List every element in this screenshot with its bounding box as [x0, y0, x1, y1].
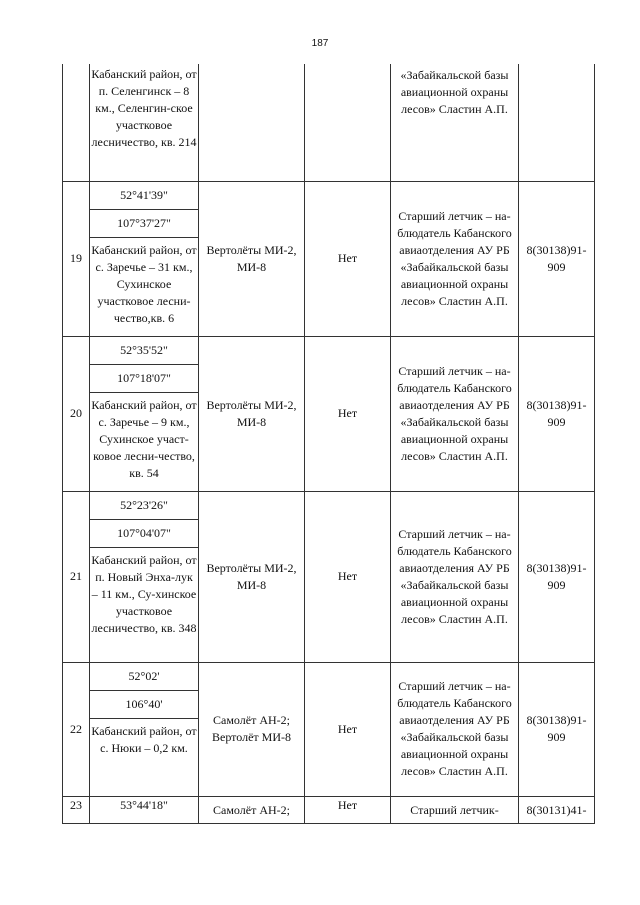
table-row — [63, 64, 595, 181]
phone-cell — [519, 64, 595, 181]
responsible-cell: Старший летчик – на-блюдатель Кабанского авиаотделения АУ РБ «Забайкальской базы авиационной охраны лесов» Сластин А.П. — [391, 662, 519, 796]
aircraft-cell — [199, 64, 305, 181]
extra-cell: Нет — [305, 796, 391, 823]
phone-cell: 8(30138)91-909 — [519, 181, 595, 336]
longitude-cell: 107°18'07" — [90, 364, 199, 392]
aircraft-cell: Самолёт АН-2; Вертолёт МИ-8 — [199, 662, 305, 796]
extra-cell: Нет — [305, 662, 391, 796]
phone-cell: 8(30138)91-909 — [519, 491, 595, 662]
phone-cell: 8(30131)41- — [519, 796, 595, 823]
phone-cell: 8(30138)91-909 — [519, 336, 595, 491]
table-row — [63, 336, 595, 364]
extra-cell: Нет — [305, 491, 391, 662]
row-number: 21 — [63, 491, 90, 662]
aircraft-cell: Вертолёты МИ-2, МИ-8 — [199, 336, 305, 491]
longitude-cell: 106°40' — [90, 690, 199, 718]
table-row — [63, 181, 595, 209]
row-number: 23 — [63, 796, 90, 823]
latitude-cell: 52°35'52" — [90, 336, 199, 364]
extra-cell — [305, 64, 391, 181]
responsible-cell: Старший летчик- — [391, 796, 519, 823]
phone-cell: 8(30138)91-909 — [519, 662, 595, 796]
table-row — [63, 796, 595, 823]
longitude-cell: 107°37'27" — [90, 209, 199, 237]
location-cell: Кабанский район, от с. Нюки – 0,2 км. — [90, 718, 199, 796]
latitude-cell: 52°41'39" — [90, 181, 199, 209]
responsible-cell: Старший летчик – на-блюдатель Кабанского авиаотделения АУ РБ «Забайкальской базы авиационной охраны лесов» Сластин А.П. — [391, 491, 519, 662]
latitude-cell: 53°44'18" — [90, 796, 199, 823]
table-row — [63, 662, 595, 690]
location-cell: Кабанский район, от п. Селенгинск – 8 км., Селенгин-ское участковое лесничество, кв. 214 — [90, 64, 199, 181]
responsible-cell: «Забайкальской базы авиационной охраны лесов» Сластин А.П. — [391, 64, 519, 181]
latitude-cell: 52°23'26" — [90, 491, 199, 519]
location-cell: Кабанский район, от с. Заречье – 31 км., Сухинское участковое лесни-чество,кв. 6 — [90, 237, 199, 336]
row-number: 22 — [63, 662, 90, 796]
extra-cell: Нет — [305, 181, 391, 336]
row-number: 19 — [63, 181, 90, 336]
aircraft-cell: Вертолёты МИ-2, МИ-8 — [199, 491, 305, 662]
aircraft-cell: Самолёт АН-2; — [199, 796, 305, 823]
responsible-cell: Старший летчик – на-блюдатель Кабанского авиаотделения АУ РБ «Забайкальской базы авиационной охраны лесов» Сластин А.П. — [391, 181, 519, 336]
landing-sites-table — [62, 64, 595, 824]
row-number — [63, 64, 90, 181]
location-cell: Кабанский район, от п. Новый Энха-лук – 11 км., Су-хинское участковое лесничество, кв. 348 — [90, 547, 199, 662]
aircraft-cell: Вертолёты МИ-2, МИ-8 — [199, 181, 305, 336]
extra-cell: Нет — [305, 336, 391, 491]
location-cell: Кабанский район, от с. Заречье – 9 км., Сухинское участ-ковое лесни-чество, кв. 54 — [90, 392, 199, 491]
table-row — [63, 491, 595, 519]
responsible-cell: Старший летчик – на-блюдатель Кабанского авиаотделения АУ РБ «Забайкальской базы авиационной охраны лесов» Сластин А.П. — [391, 336, 519, 491]
row-number: 20 — [63, 336, 90, 491]
page-number: 187 — [311, 38, 329, 49]
latitude-cell: 52°02' — [90, 662, 199, 690]
longitude-cell: 107°04'07" — [90, 519, 199, 547]
